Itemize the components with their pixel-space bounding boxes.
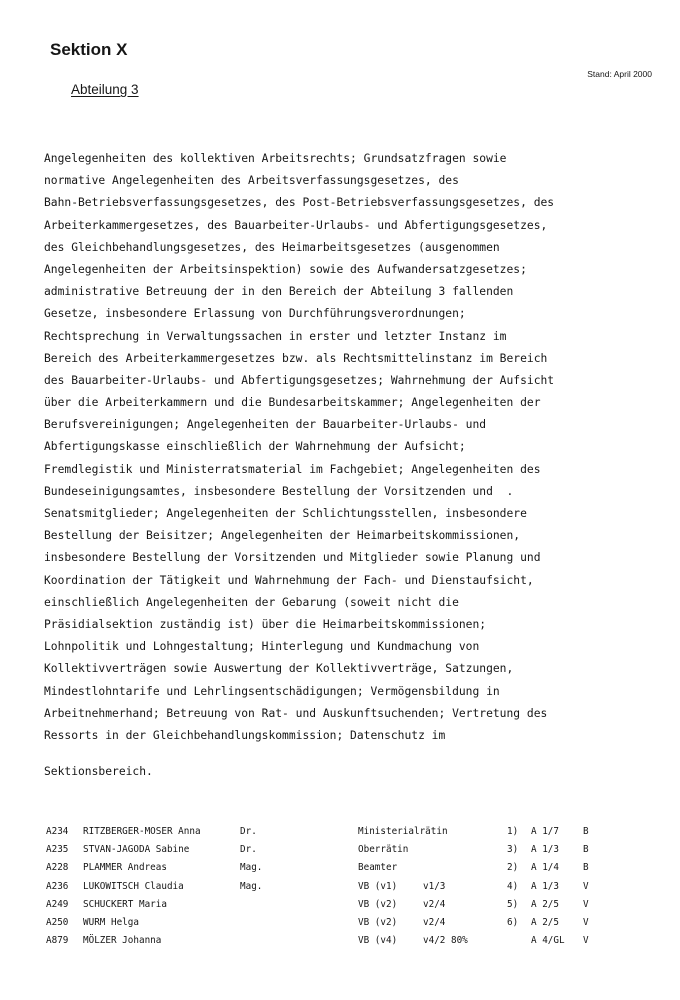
staff-classification: A 2/5 bbox=[531, 916, 559, 928]
staff-name: RITZBERGER-MOSER Anna bbox=[83, 826, 201, 837]
text-line: Arbeitnehmerhand; Betreuung von Rat- und Auskunftsuchenden; Vertretung des bbox=[44, 706, 548, 720]
text-line: Berufsvereinigungen; Angelegenheiten der Bauarbeiter-Urlaubs- und bbox=[44, 418, 487, 432]
text-line: insbesondere Bestellung der Vorsitzenden und Mitglieder sowie Planung und bbox=[44, 551, 541, 565]
staff-title: Mag. bbox=[240, 862, 263, 874]
staff-grade: v1/3 bbox=[423, 880, 446, 892]
text-line: Bestellung der Beisitzer; Angelegenheiten der Heimarbeitskommissionen, bbox=[44, 529, 521, 543]
staff-position: VB (v4) bbox=[358, 935, 398, 947]
text-line: Mindestlohntarife und Lehrlingsentschädigungen; Vermögensbildung in bbox=[44, 684, 500, 698]
staff-position: VB (v2) bbox=[358, 916, 398, 928]
text-line: Ressorts in der Gleichbehandlungskommission; Datenschutz im bbox=[44, 728, 446, 742]
staff-classification: A 2/5 bbox=[531, 898, 559, 910]
staff-number: 6) bbox=[507, 916, 519, 928]
staff-classification: A 1/3 bbox=[531, 844, 559, 856]
staff-classification: A 1/7 bbox=[531, 826, 559, 837]
text-line: normative Angelegenheiten des Arbeitsverfassungsgesetzes, des bbox=[44, 174, 459, 188]
responsibilities-text bbox=[44, 148, 656, 783]
text-line: des Bauarbeiter-Urlaubs- und Abfertigungsgesetzes; Wahrnehmung der Aufsicht bbox=[44, 373, 555, 387]
staff-name: MÖLZER Johanna bbox=[83, 935, 162, 947]
staff-row bbox=[46, 881, 646, 899]
staff-position: Oberrätin bbox=[358, 844, 409, 856]
staff-row bbox=[46, 862, 646, 880]
text-line: Angelegenheiten der Arbeitsinspektion) sowie des Aufwandersatzgesetzes; bbox=[44, 262, 527, 276]
staff-status: V bbox=[583, 880, 589, 892]
text-line: Senatsmitglieder; Angelegenheiten der Schlichtungsstellen, insbesondere bbox=[44, 507, 527, 520]
staff-name: WURM Helga bbox=[83, 916, 139, 928]
staff-classification: A 1/3 bbox=[531, 880, 559, 892]
staff-classification: A 4/GL bbox=[531, 935, 565, 947]
text-line: Angelegenheiten des kollektiven Arbeitsrechts; Grundsatzfragen sowie bbox=[44, 152, 507, 165]
staff-row bbox=[46, 844, 646, 862]
staff-status: B bbox=[583, 826, 589, 837]
staff-status: V bbox=[583, 935, 589, 947]
staff-name: PLAMMER Andreas bbox=[83, 862, 167, 874]
staff-list bbox=[46, 826, 646, 953]
staff-code: A249 bbox=[46, 898, 69, 910]
staff-code: A250 bbox=[46, 916, 69, 928]
staff-position: VB (v1) bbox=[358, 880, 398, 892]
text-line: Bundeseinigungsamtes, insbesondere Bestellung der Vorsitzenden und . bbox=[44, 484, 514, 498]
text-line: Lohnpolitik und Lohngestaltung; Hinterlegung und Kundmachung von bbox=[44, 640, 480, 654]
text-line: Abfertigungskasse einschließlich der Wahrnehmung der Aufsicht; bbox=[44, 440, 466, 454]
staff-grade: v4/2 80% bbox=[423, 935, 468, 947]
text-line: des Gleichbehandlungsgesetzes, des Heimarbeitsgesetzes (ausgenommen bbox=[44, 240, 500, 254]
text-line: Koordination der Tätigkeit und Wahrnehmung der Fach- und Dienstaufsicht, bbox=[44, 573, 534, 587]
staff-row bbox=[46, 899, 646, 917]
staff-number: 1) bbox=[507, 826, 519, 837]
text-line-final: Sektionsbereich. bbox=[44, 765, 153, 779]
staff-code: A228 bbox=[46, 862, 69, 874]
stand-date: Stand: April 2000 bbox=[587, 69, 652, 79]
staff-grade: v2/4 bbox=[423, 898, 446, 910]
staff-name: LUKOWITSCH Claudia bbox=[83, 880, 184, 892]
staff-row bbox=[46, 935, 646, 953]
staff-position: Ministerialrätin bbox=[358, 826, 448, 837]
text-line: einschließlich Angelegenheiten der Gebarung (soweit nicht die bbox=[44, 595, 459, 609]
text-line: Präsidialsektion zuständig ist) über die Heimarbeitskommissionen; bbox=[44, 617, 487, 631]
staff-title: Mag. bbox=[240, 880, 263, 892]
staff-number: 5) bbox=[507, 898, 519, 910]
staff-name: SCHUCKERT Maria bbox=[83, 898, 167, 910]
staff-code: A235 bbox=[46, 844, 69, 856]
staff-code: A879 bbox=[46, 935, 69, 947]
staff-number: 3) bbox=[507, 844, 519, 856]
text-line: Kollektivverträgen sowie Auswertung der Kollektivverträge, Satzungen, bbox=[44, 662, 514, 676]
staff-title: Dr. bbox=[240, 844, 257, 856]
text-line: administrative Betreuung der in den Bereich der Abteilung 3 fallenden bbox=[44, 285, 514, 299]
staff-row bbox=[46, 826, 646, 844]
text-line: über die Arbeiterkammern und die Bundesarbeitskammer; Angelegenheiten der bbox=[44, 396, 541, 410]
staff-title: Dr. bbox=[240, 826, 257, 837]
text-line: Arbeiterkammergesetzes, des Bauarbeiter-Urlaubs- und Abfertigungsgesetzes, bbox=[44, 218, 548, 232]
staff-grade: v2/4 bbox=[423, 916, 446, 928]
staff-row bbox=[46, 917, 646, 935]
text-line: Fremdlegistik und Ministerratsmaterial im Fachgebiet; Angelegenheiten des bbox=[44, 462, 541, 476]
staff-position: VB (v2) bbox=[358, 898, 398, 910]
staff-classification: A 1/4 bbox=[531, 862, 559, 874]
staff-status: B bbox=[583, 862, 589, 874]
department-heading: Abteilung 3 bbox=[71, 82, 139, 97]
staff-status: B bbox=[583, 844, 589, 856]
text-line: Gesetze, insbesondere Erlassung von Durchführungsverordnungen; bbox=[44, 307, 466, 321]
text-line: Bahn-Betriebsverfassungsgesetzes, des Post-Betriebsverfassungsgesetzes, des bbox=[44, 196, 555, 210]
staff-number: 2) bbox=[507, 862, 519, 874]
text-line: Rechtsprechung in Verwaltungssachen in erster und letzter Instanz im bbox=[44, 329, 507, 343]
text-line: Bereich des Arbeiterkammergesetzes bzw. als Rechtsmittelinstanz im Bereich bbox=[44, 351, 548, 365]
staff-code: A234 bbox=[46, 826, 69, 837]
staff-status: V bbox=[583, 898, 589, 910]
staff-code: A236 bbox=[46, 880, 69, 892]
section-title: Sektion X bbox=[50, 40, 128, 59]
staff-name: STVAN-JAGODA Sabine bbox=[83, 844, 190, 856]
staff-status: V bbox=[583, 916, 589, 928]
staff-position: Beamter bbox=[358, 862, 398, 874]
staff-number: 4) bbox=[507, 880, 519, 892]
